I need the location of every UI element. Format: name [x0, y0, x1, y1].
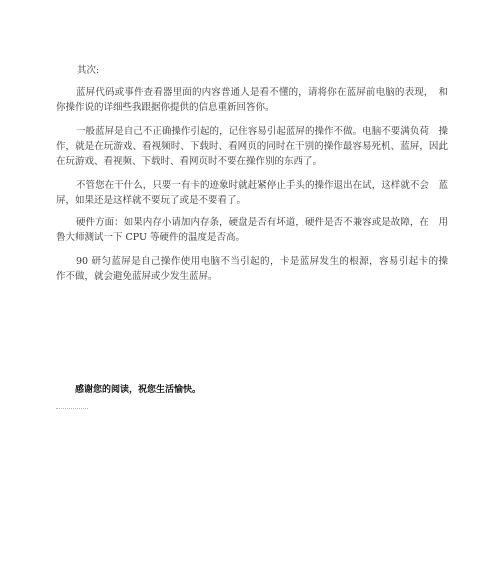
paragraph-summary: 90 研匀蓝屏是自己操作使用电脑不当引起的，卡是蓝屏发生的根源，容易引起卡的操 作不做，就会避免蓝屏或少发生蓝屏。	[56, 256, 458, 282]
divider	[56, 408, 88, 409]
paragraph-stop-when-lagging: 不管您在干什么，只要一有卡的迹象时就赶紧停止手头的操作退出在试，这样就不会 蓝屏，如果还是这样就不要玩了或是不要看了。	[56, 180, 448, 206]
closing-note: 感谢您的阅读，祝您生活愉快。	[75, 385, 202, 395]
paragraph-hardware: 硬件方面：如果内存小请加内存条，硬盘是否有坏道，硬件是否不兼容或是故障，在 用鲁大师测试一下 CPU 等硬件的温度是否高。	[56, 217, 448, 243]
paragraph-bsod-code: 蓝屏代码或事件查看器里面的内容普通人是看不懂的，请将你在蓝屏前电脑的表现， 和你操作说的详细些我跟据你提供的信息重新回答你。	[56, 87, 448, 113]
paragraph-improper-operation: 一般蓝屏是自己不正确操作引起的，记住容易引起蓝屏的操作不做。电脑不要满负荷 操作，就是在玩游戏、看视频时、下载时、看网页的同时在干别的操作最容易死机、蓝屏，因此在玩游戏、看视频、下载时、看网页时不要在操作别的东西了。	[56, 126, 448, 167]
section-heading: 其次:	[77, 65, 100, 76]
